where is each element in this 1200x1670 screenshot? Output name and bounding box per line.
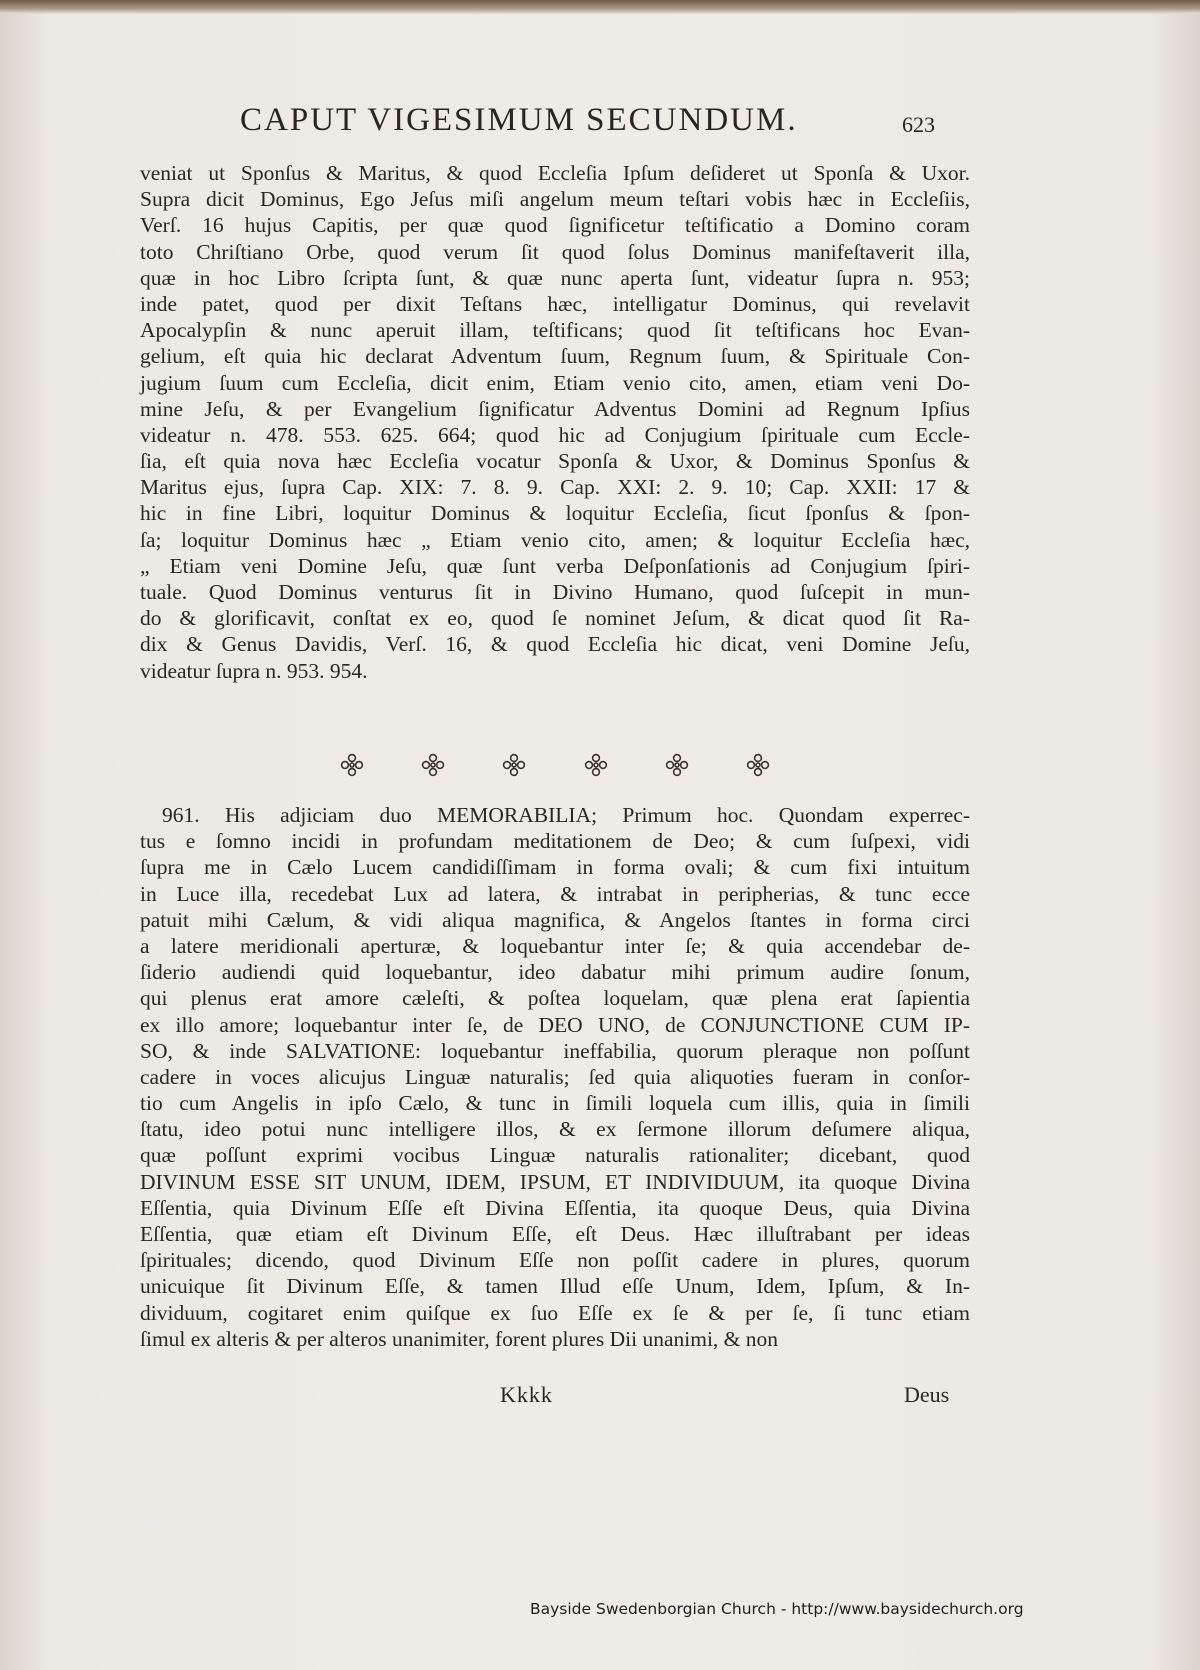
text-line: ſupra me in Cælo Lucem candidiſſimam in forma ovali; & cum fixi intuitum bbox=[140, 855, 970, 880]
text-line: mine Jeſu, & per Evangelium ſignificatur Adventus Domini ad Regnum Ipſius bbox=[140, 396, 970, 421]
source-footer: Bayside Swedenborgian Church - http://www.baysidechurch.org bbox=[530, 1600, 1024, 1618]
text-line: do & glorificavit, conſtat ex eo, quod ſe nominet Jeſum, & dicat quod ſit Ra- bbox=[140, 606, 970, 631]
text-line: qui plenus erat amore cæleſti, & poſtea loquelam, quæ plena erat ſapientia bbox=[140, 986, 970, 1011]
text-line: ſiderio audiendi quid loquebantur, ideo dabatur mihi primum audire ſonum, bbox=[140, 960, 970, 985]
running-head: CAPUT VIGESIMUM SECUNDUM. bbox=[240, 102, 798, 138]
text-line: a latere meridionali aperturæ, & loquebantur inter ſe; & quia accendebar de- bbox=[140, 933, 970, 958]
text-line: dix & Genus Davidis, Verſ. 16, & quod Eccleſia hic dicat, veni Domine Jeſu, bbox=[140, 632, 970, 657]
signature-mark: Kkkk bbox=[500, 1382, 553, 1407]
text-line: ſia, eſt quia nova hæc Eccleſia vocatur Sponſa & Uxor, & Dominus Sponſus & bbox=[140, 449, 970, 474]
catchword: Deus bbox=[904, 1382, 950, 1407]
paragraph-961 bbox=[140, 802, 970, 1352]
floral-cross-ornament-icon bbox=[421, 753, 445, 777]
text-line: Apocalypſin & nunc aperuit illam, teſtificans; quod ſit teſtificans hoc Evan- bbox=[140, 318, 970, 343]
text-line: Verſ. 16 hujus Capitis, per quæ quod ſignificetur teſtificatio a Domino coram bbox=[140, 213, 970, 238]
text-line: Eſſentia, quia Divinum Eſſe eſt Divina Eſſentia, ita quoque Deus, quia Divina bbox=[140, 1195, 970, 1220]
page-number: 623 bbox=[902, 112, 935, 137]
text-line: tus e ſomno incidi in profundam meditationem de Deo; & cum ſuſpexi, vidi bbox=[140, 829, 970, 854]
text-line: gelium, eſt quia hic declarat Adventum ſuum, Regnum ſuum, & Spirituale Con- bbox=[140, 344, 970, 369]
text-line: 961. His adjiciam duo MEMORABILIA; Primum hoc. Quondam experrec- bbox=[162, 803, 970, 827]
floral-cross-ornament-icon bbox=[502, 753, 526, 777]
book-cover-edge bbox=[0, 0, 1200, 14]
text-line: unicuique ſit Divinum Eſſe, & tamen Illud eſſe Unum, Idem, Ipſum, & In- bbox=[140, 1274, 970, 1299]
floral-cross-ornament-icon bbox=[665, 753, 689, 777]
page-header bbox=[0, 102, 1200, 148]
text-line: cadere in voces alicujus Linguæ naturalis; ſed quia aliquoties fueram in conſor- bbox=[140, 1064, 970, 1089]
text-line: jugium ſuum cum Eccleſia, dicit enim, Etiam venio cito, amen, etiam veni Do- bbox=[140, 370, 970, 395]
text-line: Maritus ejus, ſupra Cap. XIX: 7. 8. 9. Cap. XXI: 2. 9. 10; Cap. XXII: 17 & bbox=[140, 475, 970, 500]
text-line: tio cum Angelis in ipſo Cælo, & tunc in ſimili loquela cum illis, quia in ſimili bbox=[140, 1091, 970, 1116]
text-line: Eſſentia, quæ etiam eſt Divinum Eſſe, eſt Deus. Hæc illuſtrabant per ideas bbox=[140, 1222, 970, 1246]
paragraph-continuation bbox=[140, 160, 970, 684]
floral-cross-ornament-icon bbox=[746, 753, 770, 777]
text-line: Supra dicit Dominus, Ego Jeſus miſi angelum meum teſtari vobis hæc in Eccleſiis, bbox=[140, 187, 970, 212]
floral-cross-ornament-icon bbox=[584, 753, 608, 777]
text-line: quæ in hoc Libro ſcripta ſunt, & quæ nunc aperta ſunt, videatur ſupra n. 953; bbox=[140, 265, 970, 290]
text-line: inde patet, quod per dixit Teſtans hæc, intelligatur Dominus, qui revelavit bbox=[140, 291, 970, 316]
text-line: SO, & inde SALVATIONE: loquebantur ineffabilia, quorum pleraque non poſſunt bbox=[140, 1038, 970, 1063]
text-line: dividuum, cogitaret enim quiſque ex ſuo Eſſe ex ſe & per ſe, ſi tunc etiam bbox=[140, 1300, 970, 1325]
text-line: ſimul ex alteris & per alteros unanimiter, forent plures Dii unanimi, & non bbox=[140, 1326, 779, 1351]
text-line: videatur n. 478. 553. 625. 664; quod hic ad Conjugium ſpirituale cum Eccle- bbox=[140, 422, 970, 447]
text-line: patuit mihi Cælum, & vidi aliqua magnifica, & Angelos ſtantes in forma circi bbox=[140, 907, 970, 932]
ornament-row bbox=[340, 750, 770, 780]
text-line: ſtatu, ideo potui nunc intelligere illos, & ex ſermone illorum deſumere aliqua, bbox=[140, 1117, 970, 1142]
text-line: veniat ut Sponſus & Maritus, & quod Eccleſia Ipſum deſideret ut Sponſa & Uxor. bbox=[140, 161, 970, 185]
text-line: DIVINUM ESSE SIT UNUM, IDEM, IPSUM, ET INDIVIDUUM, ita quoque Divina bbox=[140, 1169, 970, 1194]
text-line: hic in fine Libri, loquitur Dominus & loquitur Eccleſia, ſicut ſponſus & ſpon- bbox=[140, 501, 970, 526]
text-line: toto Chriſtiano Orbe, quod verum ſit quod ſolus Dominus manifeſtaverit illa, bbox=[140, 239, 970, 264]
text-line: ex illo amore; loquebantur inter ſe, de DEO UNO, de CONJUNCTIONE CUM IP- bbox=[140, 1012, 970, 1037]
text-line: ſpirituales; dicendo, quod Divinum Eſſe non poſſit cadere in plures, quorum bbox=[140, 1248, 970, 1273]
text-line: in Luce illa, recedebat Lux ad latera, & intrabat in peripherias, & tunc ecce bbox=[140, 881, 970, 906]
text-line: quæ poſſunt exprimi vocibus Linguæ naturalis rationaliter; dicebant, quod bbox=[140, 1143, 970, 1168]
text-line: „ Etiam veni Domine Jeſu, quæ ſunt verba Deſponſationis ad Conjugium ſpiri- bbox=[140, 553, 970, 578]
text-line: ſa; loquitur Dominus hæc „ Etiam venio cito, amen; & loquitur Eccleſia hæc, bbox=[140, 527, 970, 552]
floral-cross-ornament-icon bbox=[340, 753, 364, 777]
text-line: tuale. Quod Dominus venturus ſit in Divino Humano, quod ſuſcepit in mun- bbox=[140, 580, 970, 604]
text-line: videatur ſupra n. 953. 954. bbox=[140, 658, 368, 683]
